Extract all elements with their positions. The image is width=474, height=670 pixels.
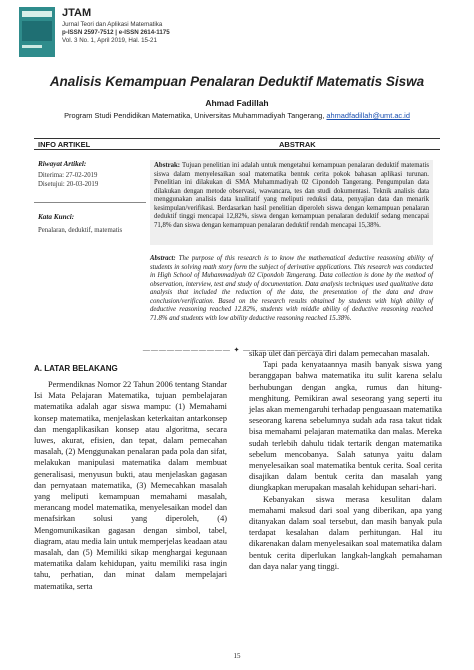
journal-name: JTAM [62, 7, 92, 19]
body-paragraph: Kebanyakan siswa merasa kesulitan dalam memahami maksud dari soal yang diberikan, apa yang ditanyakan dalam soal tersebut, dan masih banyak pula terdapat kesalahan dalam perhitungan. Hal itu dikarenakan dalam menyelesaikan soal matematika dalam bentuk cerita diperlukan langkah-langkah pemahaman dan daya nalar yang tinggi. [249, 494, 442, 571]
abstract-english [150, 255, 433, 323]
section-heading: A. LATAR BELAKANG [34, 364, 118, 373]
page-number: 15 [233, 652, 241, 660]
left-column [34, 379, 227, 592]
history-label: Riwayat Artikel: [38, 160, 87, 168]
abstract-en-label: Abstract: [150, 255, 176, 262]
paper-title: Analisis Kemampuan Penalaran Deduktif Matematis Siswa [49, 74, 425, 89]
info-separator [34, 202, 146, 203]
body-paragraph: Permendiknas Nomor 22 Tahun 2006 tentang Standar Isi Mata Pelajaran Matematika, tujuan pembelajaran matematika adalah agar siswa mampu: (1) Memahami konsep matematika, menjelaskan keterkaitan antarkonsep dan mengaplikasikan konsep atau algoritma, secara luwes, akurat, efisien, dan tepat, dalam pemecahan masalah, (2) Menggunakan penalaran pada pola dan sifat, melakukan manipulasi matematika dalam membuat generalisasi, menyusun bukti, atau menjelaskan gagasan dan pernyataan matematika, (3) Memecahkan masalah yang meliputi kemampuan memahami masalah, merancang model matematika, menyelesaikan model dan menafsirkan solusi yang diperoleh, (4) Mengomunikasikan gagasan dengan simbol, tabel, diagram, atau media lain untuk memperjelas keadaan atau masalah, dan (5) Memiliki sikap menghargai kegunaan matematika dalam kehidupan, yaitu memiliki rasa ingin tahu, perhatian, dan minat dalam mempelajari matematika, serta [34, 380, 227, 591]
author-name: Ahmad Fadillah [205, 98, 269, 108]
accepted-date: Disetujui: 20-03-2019 [38, 181, 99, 188]
body-paragraph: sikap ulet dan percaya diri dalam pemecahan masalah. [249, 349, 430, 358]
author-affiliation [0, 111, 474, 120]
keywords-text: Penalaran, deduktif, matematis [38, 227, 123, 234]
author-email-link[interactable]: ahmadfadillah@umt.ac.id [326, 111, 410, 120]
affiliation-text: Program Studi Pendidikan Matematika, Universitas Muhammadiyah Tangerang, [64, 111, 327, 120]
abstract-indonesian [154, 162, 429, 230]
info-bottom-rule [34, 149, 440, 150]
right-column [249, 348, 442, 572]
info-top-rule [34, 138, 440, 139]
keywords-label: Kata Kunci: [38, 213, 75, 221]
abstract-id-text: Tujuan penelitian ini adalah untuk mengetahui kemampuan penalaran deduktif matematis siswa dalam menyelesaikan soal matematika bentuk cerita pokok bahasan aplikasi turunan. Penelitian ini dilakukan di SMA Muhammadiyah 02 Cipondoh Tangerang. Pengumpulan data dilakukan dengan metode observasi, wawancara, tes dan studi dokumentasi. Teknik analisis data menggunakan analisis data kualitatif yang meliputi reduksi data, penyajian data dan menarik kesimpulan/verifikasi. Berdasarkan hasil penelitian diperoleh siswa dengan kemampuan penalaran deduktif tinggi mencapai 12,82%, siswa dengan kemampuan penalaran deduktif sedang mencapai 71,8% dan siswa dengan kemampuan penalaran deduktif rendah mencapai 15,38%. [154, 162, 429, 229]
journal-volume: Vol. 3 No. 1, April 2019, Hal. 15-21 [62, 37, 157, 44]
abstract-en-text: The purpose of this research is to know the mathematical deductive reasoning ability of students in solving math story form the subject of derivative applications. This research was conducted in High School of Muhammadiyah 02 Cipondoh Tangerang. Data collection is done by the method of observation, interview, test and study of documentation. Data analysis techniques used qualitative data analysis that included the reduction of the data, the presentation of the data and draw conclusion/verification. Based on the research results obtained by students with high ability of deductive reasoning reached 12.82%, students with middle ability of deductive reasoning reached 71.8% and students with low ability deductive reasoning reached 15.38%. [150, 255, 433, 322]
info-heading: INFO ARTIKEL [38, 140, 91, 149]
body-paragraph: Tapi pada kenyataannya masih banyak siswa yang beranggapan bahwa matematika itu sulit karena selalu berhubungan dengan angka, rumus dan hitung-menghitung. Pemikiran awal seseorang yang seperti itu jelas akan memengaruhi terhadap penguasaan matematika seseorang karena sebelumnya sudah ada rasa takut tidak bisa memahami pelajaran matematika dan malas. Mereka sudah terlebih dahulu tidak tertarik dengan matematika sebelum mencobanya. Salah satunya yaitu dalam menyelesaikan soal matematika bentuk cerita. Soal cerita disajikan dalam bentuk cerita dan masalah yang diungkapkan merupakan masalah kehidupan sehari-hari. [249, 360, 442, 493]
journal-cover-thumbnail [19, 7, 55, 57]
journal-issn: p-ISSN 2597-7512 | e-ISSN 2614-1175 [62, 29, 170, 36]
received-date: Diterima: 27-02-2019 [38, 172, 98, 179]
abstract-heading: ABSTRAK [279, 140, 316, 149]
section-divider: ——————————— ✦ ——————————— [142, 346, 332, 354]
journal-subtitle: Jurnal Teori dan Aplikasi Matematika [62, 21, 163, 28]
abstract-id-label: Abstrak: [154, 162, 181, 169]
